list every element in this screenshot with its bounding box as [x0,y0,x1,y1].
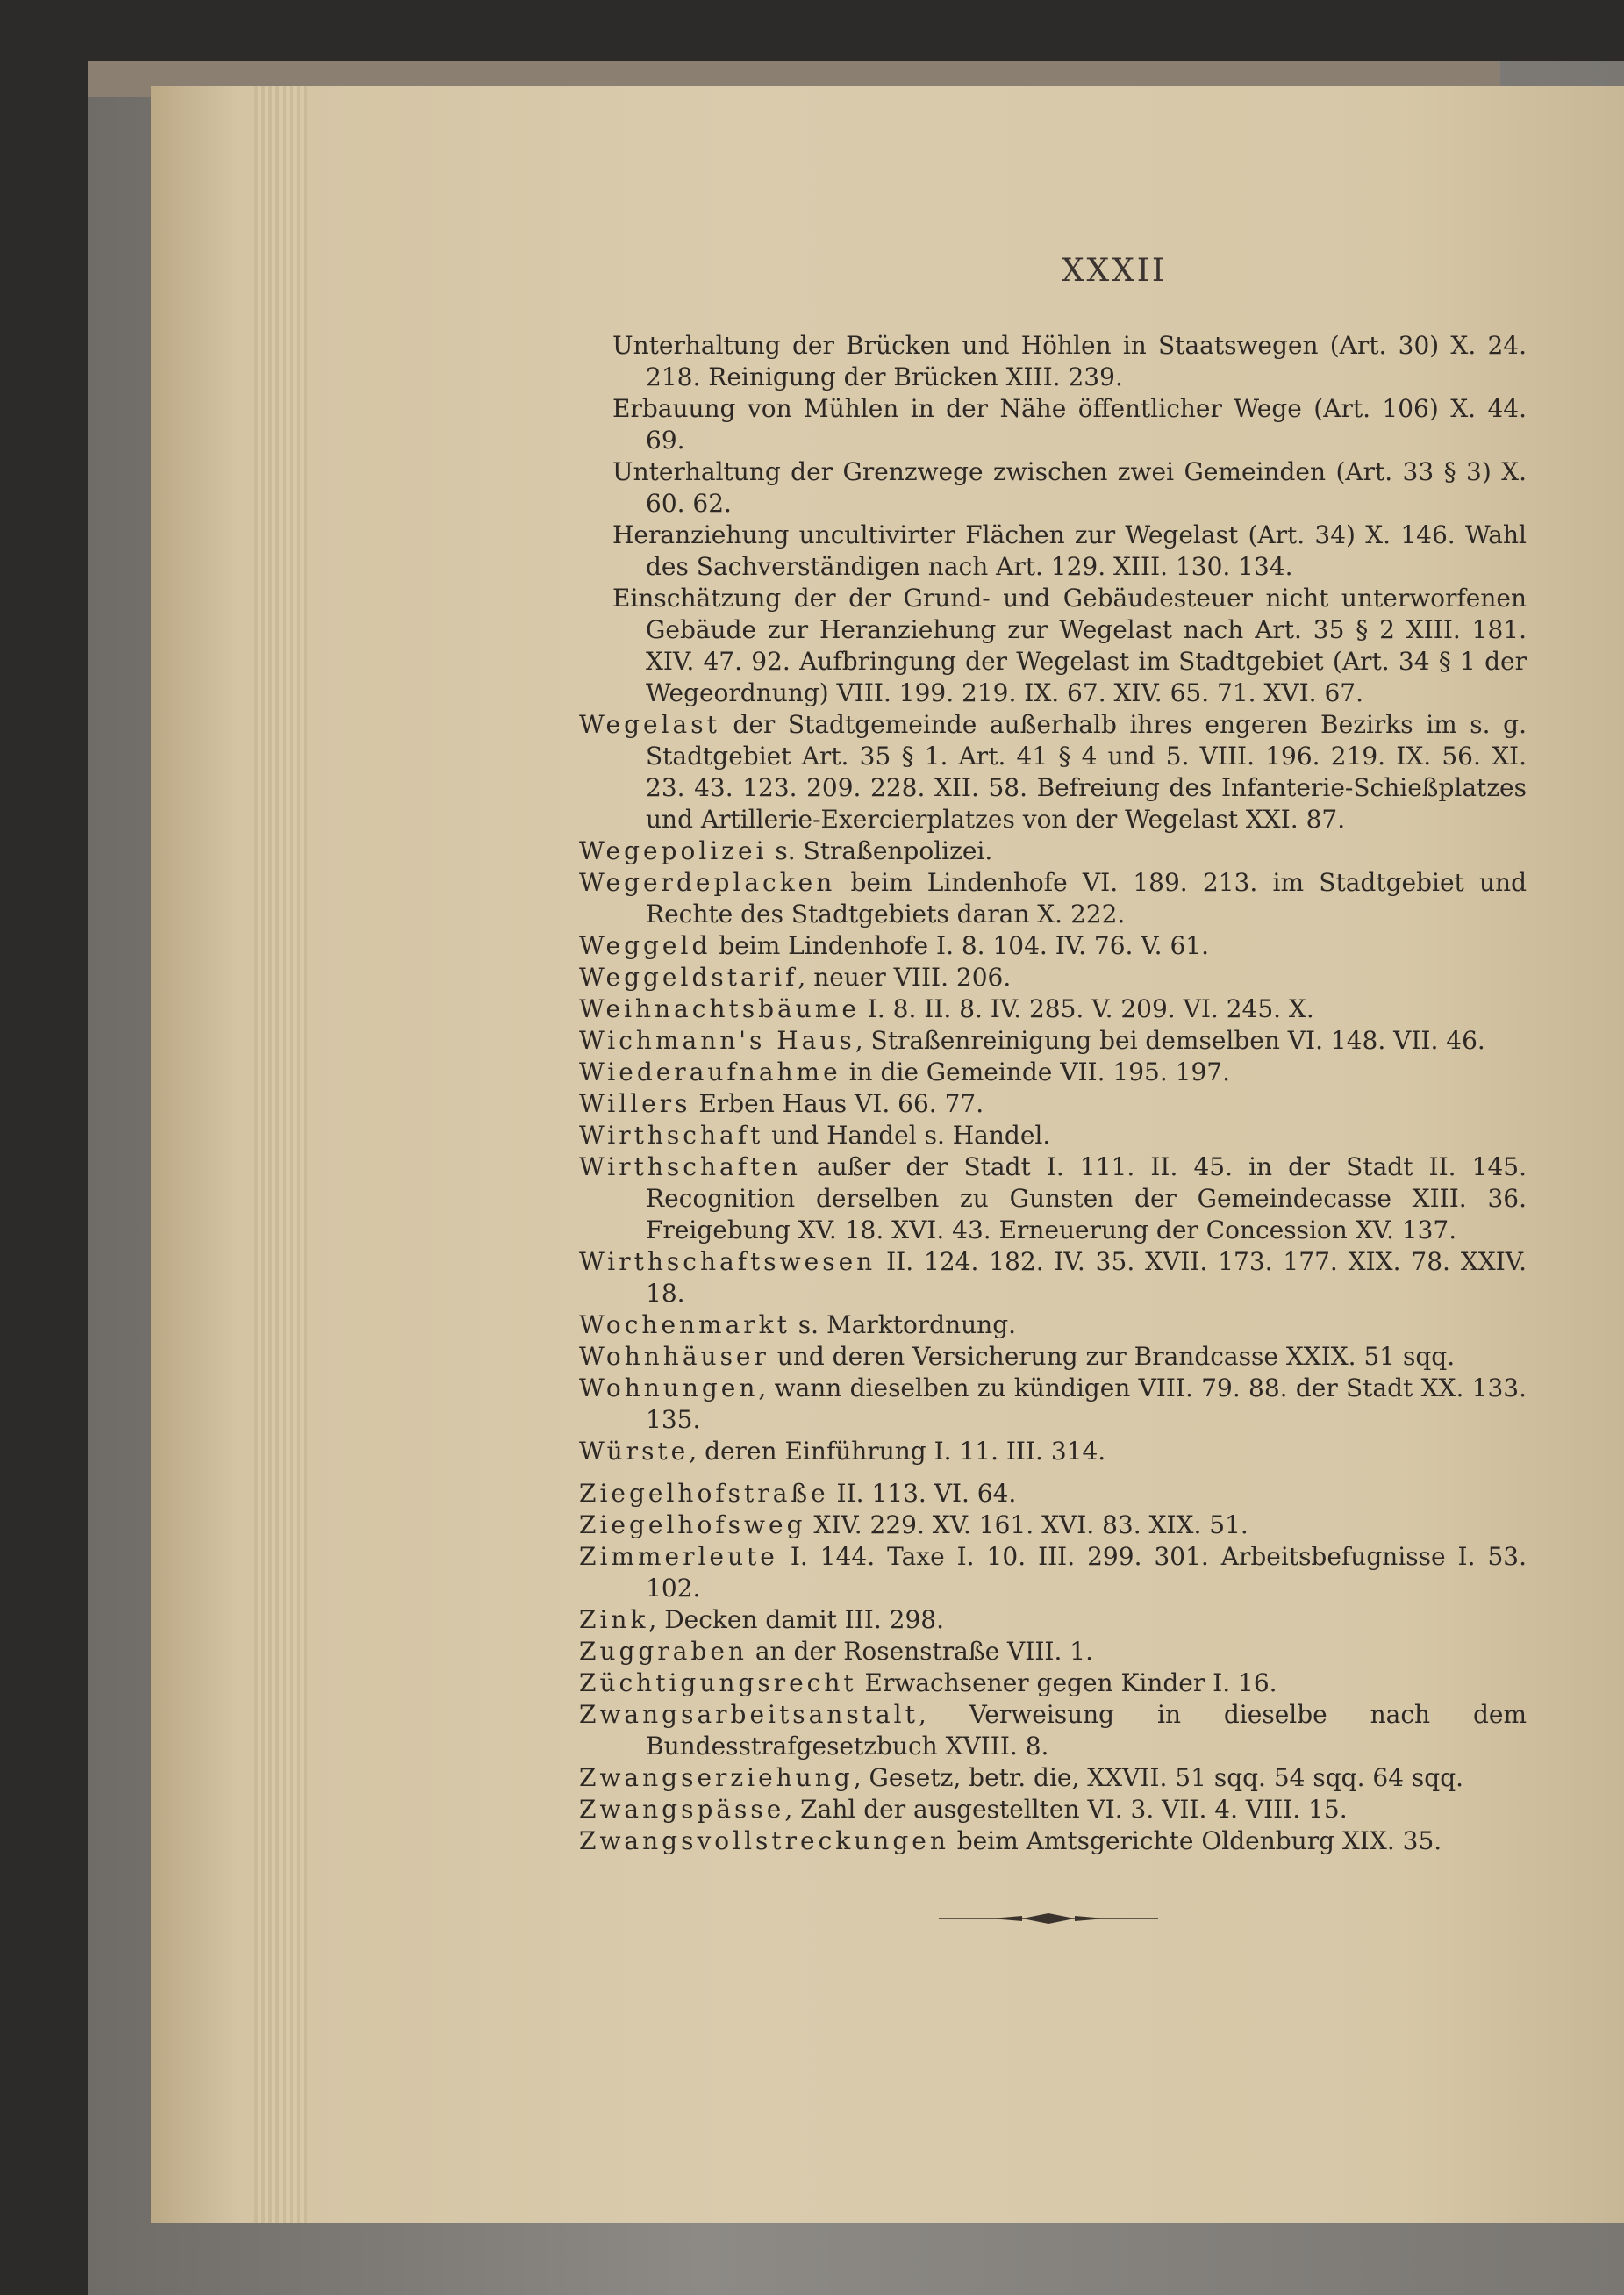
index-entry [579,1636,1527,1667]
index-headword: Wiederaufnahme [579,1058,841,1087]
index-entry-text: I. 8. II. 8. IV. 285. V. 209. VI. 245. X. [859,994,1314,1023]
index-entry [579,1341,1527,1373]
index-entry [579,1794,1527,1825]
index-headword: Ziegelhofsweg [579,1510,806,1539]
index-entry [579,1309,1527,1341]
index-entry-text: , Decken damit III. 298. [648,1605,944,1634]
index-section-z [579,1478,1527,1857]
index-entry [579,393,1527,456]
index-headword: Zuggraben [579,1637,748,1666]
index-entry-text: außer der Stadt I. 111. II. 45. in der Stadt II. 145. Recognition derselben zu Gunsten der Gemeindecasse XIII. 36. Freigebung XV. 18. XVI. 43. Erneuerung der Concession XV. 137. [646,1152,1527,1244]
index-headword: Wirthschaft [579,1121,764,1150]
index-entry-text: und deren Versicherung zur Brandcasse XXIX. 51 sqq. [769,1342,1456,1371]
index-entry-text: , wann dieselben zu kündigen VIII. 79. 88. der Stadt XX. 133. 135. [646,1373,1527,1434]
index-headword: Würste [579,1437,690,1466]
index-entry [579,1762,1527,1794]
index-entry [579,1604,1527,1636]
index-entry [579,1120,1527,1151]
index-entry-text: an der Rosenstraße VIII. 1. [747,1637,1093,1666]
page-number: XXXII [1061,253,1168,289]
index-entry [579,1373,1527,1436]
index-entry-text: Erben Haus VI. 66. 77. [690,1089,984,1118]
index-headword: Wegerdeplacken [579,868,836,897]
index-entry-text: in die Gemeinde VII. 195. 197. [841,1058,1230,1087]
page-stack-edges [254,86,307,2223]
index-headword: Willers [579,1089,691,1118]
index-headword: Wochenmarkt [579,1310,791,1339]
index-entry-text: beim Amtsgerichte Oldenburg XIX. 35. [948,1826,1442,1855]
index-headword: Wirthschaftswesen [579,1247,876,1276]
index-entry-text: , neuer VIII. 206. [798,963,1012,992]
index-headword: Zwangsarbeitsanstalt [579,1700,919,1729]
index-headword: Wegelast [579,710,720,739]
index-entry [579,930,1527,962]
index-headword: Wirthschaften [579,1152,801,1181]
index-headword: Zimmerleute [579,1542,778,1571]
index-entry-text: , Zahl der ausgestellten VI. 3. VII. 4. VIII. 15. [784,1795,1348,1824]
index-entry [579,962,1527,993]
index-entry-text: Heranziehung uncultivirter Flächen zur Wegelast (Art. 34) X. 146. Wahl des Sachverständigen nach Art. 129. XIII. 130. 134. [612,520,1527,581]
index-entry-text: s. Straßenpolizei. [767,836,993,865]
index-entry [579,583,1527,709]
closing-ornament-icon [939,1910,1158,1927]
index-entry-text: II. 124. 182. IV. 35. XVII. 173. 177. XIX. 78. XXIV. 18. [646,1247,1527,1308]
index-section-w [579,330,1527,1467]
index-headword: Weggeld [579,931,712,960]
index-entry [579,1246,1527,1309]
index-headword: Züchtigungsrecht [579,1668,857,1697]
index-entry [579,520,1527,583]
index-headword: Zwangsvollstreckungen [579,1826,949,1855]
index-entry [579,1057,1527,1088]
index-entry-text: , deren Einführung I. 11. III. 314. [689,1437,1106,1466]
index-entry-text: , Gesetz, betr. die, XXVII. 51 sqq. 54 sqq. 64 sqq. [853,1763,1464,1792]
index-entry [579,1151,1527,1246]
index-entry [579,836,1527,867]
index-entry-text: Erwachsener gegen Kinder I. 16. [856,1668,1277,1697]
index-entry [579,1436,1527,1467]
index-entry [579,330,1527,393]
index-entry-text: Einschätzung der der Grund- und Gebäudesteuer nicht unterworfenen Gebäude zur Heranziehung zur Wegelast nach Art. 35 § 2 XIII. 181. XIV. 47. 92. Aufbringung der Wegelast im Stadtgebiet (Art. 34 § 1 der Wegeordnung) VIII. 199. 219. IX. 67. XIV. 65. 71. XVI. 67. [612,584,1527,707]
index-headword: Wegepolizei [579,836,768,865]
index-headword: Wohnungen [579,1373,759,1402]
index-entry [579,1025,1527,1057]
index-entry [579,1088,1527,1120]
index-entry [579,1541,1527,1604]
index-entry-text: beim Lindenhofe VI. 189. 213. im Stadtgebiet und Rechte des Stadtgebiets daran X. 222. [646,868,1527,929]
section-gap [579,1467,1527,1478]
index-entry [579,993,1527,1025]
index-entry-text: , Straßenreinigung bei demselben VI. 148. VII. 46. [855,1026,1485,1055]
index-entry [579,1825,1527,1857]
index-entry [579,1478,1527,1510]
index-entry-text: s. Marktordnung. [790,1310,1017,1339]
index-entry [579,709,1527,836]
index-entry-text: Unterhaltung der Brücken und Höhlen in Staatswegen (Art. 30) X. 24. 218. Reinigung der Brücken XIII. 239. [612,331,1527,391]
index-headword: Zwangspässe [579,1795,785,1824]
index-entry-text: I. 144. Taxe I. 10. III. 299. 301. Arbeitsbefugnisse I. 53. 102. [646,1542,1527,1603]
index-headword: Zwangserziehung [579,1763,854,1792]
index-headword: Wohnhäuser [579,1342,769,1371]
index-headword: Weihnachtsbäume [579,994,860,1023]
index-entry [579,456,1527,520]
index-entry [579,867,1527,930]
index-entry-text: XIV. 229. XV. 161. XVI. 83. XIX. 51. [805,1510,1248,1539]
index-headword: Ziegelhofstraße [579,1479,829,1508]
index-entry-text: und Handel s. Handel. [763,1121,1051,1150]
index-entry-text: , Verweisung in dieselbe nach dem Bundesstrafgesetzbuch XVIII. 8. [646,1700,1527,1761]
index-entry [579,1510,1527,1541]
index-entry-text: II. 113. VI. 64. [828,1479,1017,1508]
index-entry-text: Unterhaltung der Grenzwege zwischen zwei Gemeinden (Art. 33 § 3) X. 60. 62. [612,457,1527,518]
index-entry [579,1699,1527,1762]
index-entry-text: Erbauung von Mühlen in der Nähe öffentlicher Wege (Art. 106) X. 44. 69. [612,394,1527,455]
index-entry [579,1667,1527,1699]
index-entry-text: der Stadtgemeinde außerhalb ihres engeren Bezirks im s. g. Stadtgebiet Art. 35 § 1. Art. 41 § 4 und 5. VIII. 196. 219. IX. 56. XI. 23. 43. 123. 209. 228. XII. 58. Befreiung des Infanterie-Schießplatzes und Artillerie-Exercierplatzes von der Wegelast XXI. 87. [646,710,1527,834]
index-headword: Wichmann's Haus [579,1026,855,1055]
index-headword: Weggeldstarif [579,963,798,992]
index-entry-text: beim Lindenhofe I. 8. 104. IV. 76. V. 61. [711,931,1210,960]
index-headword: Zink [579,1605,649,1634]
index-content [579,330,1527,1857]
